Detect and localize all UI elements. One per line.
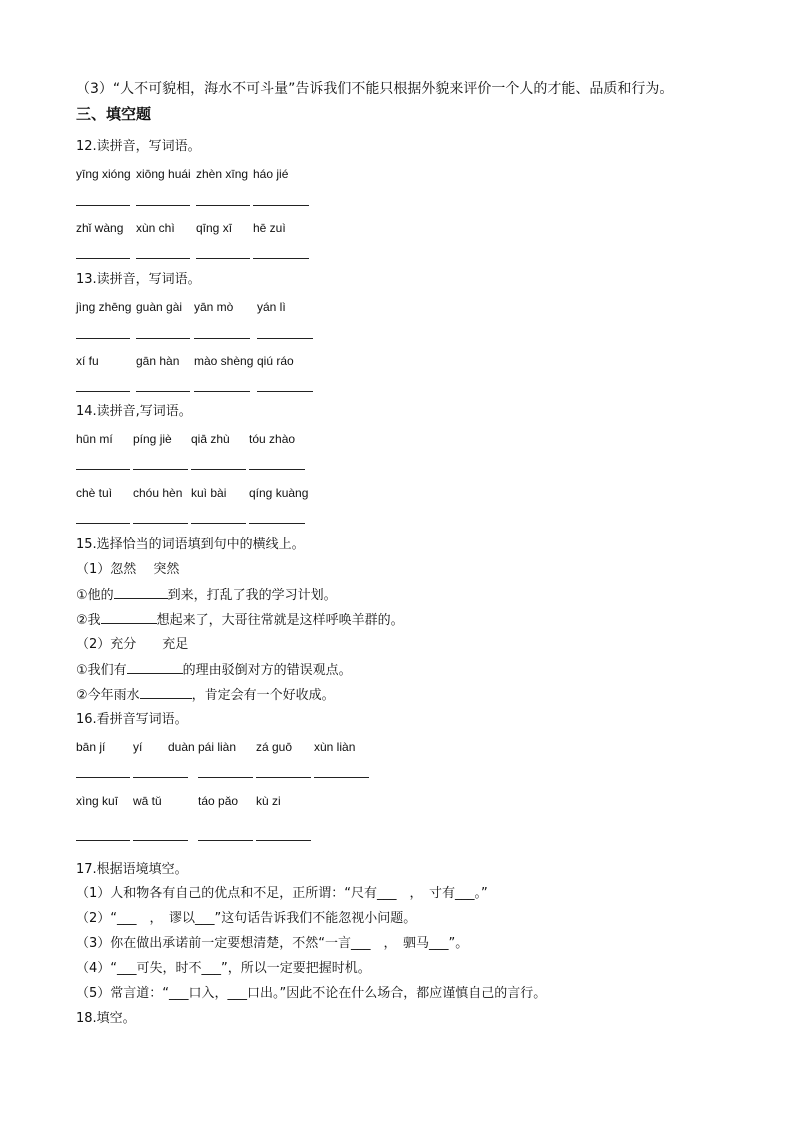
answer-blank[interactable] [136,258,190,259]
section-title: 三、填空题 [76,105,152,123]
q12-pinyin: zhèn xīng [196,167,249,181]
q14-pinyin: chóu hèn [133,486,183,500]
q16-pinyin: bān jí [76,740,106,754]
answer-blank[interactable] [76,840,130,841]
q15-word-choice: （1）忽然 突然 [76,562,180,577]
answer-blank[interactable] [136,338,190,339]
q16-pinyin: duàn [168,740,195,754]
q12-pinyin: qīng xī [196,221,233,235]
q16-pinyin: xìng kuī [76,794,119,808]
q15-title: 15.选择恰当的词语填到句中的横线上。 [76,537,305,552]
q14-pinyin: qiā zhù [191,432,230,446]
q15-sentence: ②我 想起来了，大哥往常就是这样呼唤羊群的。 [76,613,404,628]
q17-line: （5）常言道：“___口入，___口出。”因此不论在什么场合，都应谨慎自己的言行。 [76,986,547,1001]
q12-pinyin: xiōng huái [136,167,191,181]
answer-blank[interactable] [249,469,305,470]
answer-blank[interactable] [196,258,250,259]
answer-blank[interactable] [314,777,369,778]
fill-blank[interactable] [114,586,168,599]
q12-pinyin: yīng xióng [76,167,131,181]
q17-line: （1）人和物各有自己的优点和不足，正所谓：“尺有___ ， 寸有___。” [76,886,488,901]
q14-pinyin: kuì bài [191,486,227,500]
q12-pinyin: zhǐ wàng [76,221,124,235]
answer-blank[interactable] [191,523,246,524]
fill-blank[interactable] [101,611,157,624]
answer-blank[interactable] [256,840,311,841]
answer-blank[interactable] [76,777,130,778]
q13-pinyin: guàn gài [136,300,183,314]
answer-blank[interactable] [133,469,188,470]
q13-pinyin: yán lì [257,300,286,314]
previous-item-text: （3）“人不可貌相，海水不可斗量”告诉我们不能只根据外貌来评价一个人的才能、品质和行为。 [76,81,674,97]
answer-blank[interactable] [253,205,309,206]
q15-word-choice: （2）充分 充足 [76,637,189,652]
answer-blank[interactable] [76,469,130,470]
answer-blank[interactable] [133,840,188,841]
q17-title: 17.根据语境填空。 [76,862,188,877]
answer-blank[interactable] [136,391,190,392]
answer-blank[interactable] [136,205,190,206]
q14-pinyin: qíng kuàng [249,486,309,500]
answer-blank[interactable] [256,777,311,778]
q16-pinyin: wā tǔ [133,794,162,808]
answer-blank[interactable] [133,777,188,778]
q16-pinyin: táo pǎo [198,794,239,808]
q12-pinyin: xùn chì [136,221,175,235]
answer-blank[interactable] [253,258,309,259]
answer-blank[interactable] [76,258,130,259]
answer-blank[interactable] [198,840,253,841]
q13-pinyin: mào shèng [194,354,254,368]
answer-blank[interactable] [257,391,313,392]
q14-pinyin: chè tuì [76,486,113,500]
q15-sentence: ②今年雨水 ，肯定会有一个好收成。 [76,688,335,703]
answer-blank[interactable] [196,205,250,206]
q13-pinyin: xí fu [76,354,99,368]
q16-pinyin: pái liàn [198,740,237,754]
q13-pinyin: jìng zhēng [76,300,132,314]
q16-pinyin: xùn liàn [314,740,356,754]
q14-pinyin: píng jiè [133,432,172,446]
q12-pinyin: hē zuì [253,221,286,235]
q16-title: 16.看拼音写词语。 [76,712,188,727]
q12-pinyin: háo jié [253,167,289,181]
q17-line: （3）你在做出承诺前一定要想清楚，不然“一言___ ， 驷马___”。 [76,936,469,951]
q13-pinyin: qiú ráo [257,354,294,368]
answer-blank[interactable] [257,338,313,339]
q12-title: 12.读拼音，写词语。 [76,139,201,154]
q15-sentence: ①我们有 的理由驳倒对方的错误观点。 [76,663,352,678]
fill-blank[interactable] [140,686,192,699]
q18-title: 18.填空。 [76,1011,136,1026]
answer-blank[interactable] [194,391,250,392]
answer-blank[interactable] [194,338,250,339]
q15-sentence: ①他的 到来，打乱了我的学习计划。 [76,588,337,603]
q13-pinyin: gān hàn [136,354,180,368]
q17-line: （2）“___ ， 谬以___”这句话告诉我们不能忽视小问题。 [76,911,417,926]
answer-blank[interactable] [198,777,253,778]
answer-blank[interactable] [133,523,188,524]
q16-pinyin: yí [133,740,143,754]
q13-pinyin: yān mò [194,300,234,314]
answer-blank[interactable] [76,205,130,206]
answer-blank[interactable] [76,338,130,339]
answer-blank[interactable] [191,469,246,470]
q14-pinyin: hūn mí [76,432,113,446]
q16-pinyin: kù zi [256,794,281,808]
q16-pinyin: zá guō [256,740,293,754]
q17-line: （4）“___可失，时不___”，所以一定要把握时机。 [76,961,371,976]
answer-blank[interactable] [249,523,305,524]
answer-blank[interactable] [76,523,130,524]
fill-blank[interactable] [127,661,183,674]
q14-title: 14.读拼音,写词语。 [76,404,192,419]
q14-pinyin: tóu zhào [249,432,296,446]
answer-blank[interactable] [76,391,130,392]
q13-title: 13.读拼音，写词语。 [76,272,201,287]
